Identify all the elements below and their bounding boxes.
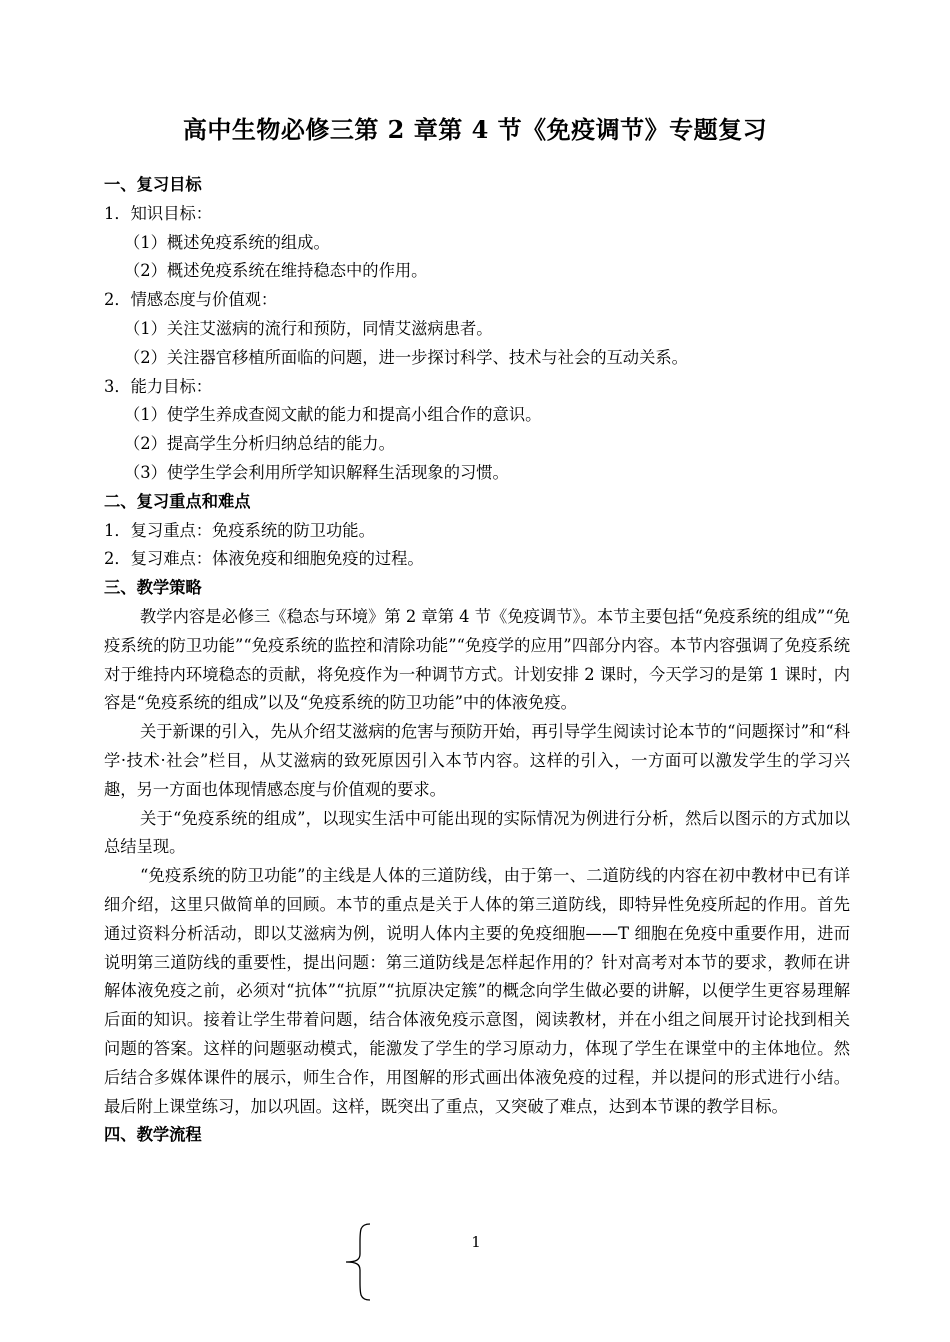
sub-list-item: （2）关注器官移植所面临的问题，进一步探讨科学、技术与社会的互动关系。	[124, 347, 688, 367]
list-item: 1．复习重点：免疫系统的防卫功能。	[104, 520, 375, 540]
sub-list-item: （2）概述免疫系统在维持稳态中的作用。	[124, 261, 428, 281]
body-paragraph: “免疫系统的防卫功能”的主线是人体的三道防线，由于第一、二道防线的内容在初中教材中已有详细介绍，这里只做简单的回顾。本节的重点是关于人体的第三道防线，即特异性免疫所起的作用。首先通过资料分析活动，即以艾滋病为例，说明人体内主要的免疫细胞——T 细胞在免疫中重要作用，进而说明第三道防线的重要性，提出问题：第三道防线是怎样起作用的？针对高考对本节的要求，教师在讲解体液免疫之前，必须对“抗体”“抗原”“抗原决定簇”的概念向学生做必要的讲解，以便学生更容易理解后面的知识。接着让学生带着问题，结合体液免疫示意图，阅读教材，并在小组之间展开讨论找到相关问题的答案。这样的问题驱动模式，能激发了学生的学习原动力，体现了学生在课堂中的主体地位。然后结合多媒体课件的展示，师生合作，用图解的形式画出体液免疫的过程，并以提问的形式进行小结。最后附上课堂练习，加以巩固。这样，既突出了重点，又突破了难点，达到本节课的教学目标。	[104, 866, 850, 1116]
left-brace-icon	[338, 1222, 378, 1302]
section-heading-teaching-flow: 四、教学流程	[104, 1125, 202, 1145]
section-heading-teaching-strategy: 三、教学策略	[104, 578, 202, 598]
section-heading-review-goals: 一、复习目标	[104, 175, 202, 194]
sub-list-item: （3）使学生学会利用所学知识解释生活现象的习惯。	[124, 462, 509, 482]
document-body	[104, 171, 850, 1150]
list-item: 2．复习难点：体液免疫和细胞免疫的过程。	[104, 549, 424, 569]
document-title: 高中生物必修三第 2 章第 4 节《免疫调节》专题复习	[182, 115, 768, 144]
list-item: 3．能力目标：	[104, 376, 213, 396]
list-item: 2．情感态度与价值观：	[104, 290, 278, 310]
body-paragraph: 关于“免疫系统的组成”，以现实生活中可能出现的实际情况为例进行分析，然后以图示的方式加以总结呈现。	[104, 808, 850, 857]
sub-list-item: （2）提高学生分析归纳总结的能力。	[124, 434, 395, 454]
section-heading-key-points: 二、复习重点和难点	[104, 491, 251, 511]
body-paragraph: 教学内容是必修三《稳态与环境》第 2 章第 4 节《免疫调节》。本节主要包括“免疫系统的组成”“免疫系统的防卫功能”“免疫系统的监控和清除功能”“免疫学的应用”四部分内容。本节内容强调了免疫系统对于维持内环境稳态的贡献，将免疫作为一种调节方式。计划安排 2 课时，今天学习的是第 1 课时，内容是“免疫系统的组成”以及“免疫系统的防卫功能”中的体液免疫。	[104, 606, 850, 713]
sub-list-item: （1）关注艾滋病的流行和预防，同情艾滋病患者。	[124, 318, 493, 338]
body-paragraph: 关于新课的引入，先从介绍艾滋病的危害与预防开始，再引导学生阅读讨论本节的“问题探讨”和“科学·技术·社会”栏目，从艾滋病的致死原因引入本节内容。这样的引入，一方面可以激发学生的学习兴趣，另一方面也体现情感态度与价值观的要求。	[104, 722, 850, 799]
sub-list-item: （1）概述免疫系统的组成。	[124, 232, 330, 252]
page-number: 1	[471, 1233, 481, 1251]
list-item: 1．知识目标：	[104, 203, 213, 223]
sub-list-item: （1）使学生养成查阅文献的能力和提高小组合作的意识。	[124, 405, 542, 425]
